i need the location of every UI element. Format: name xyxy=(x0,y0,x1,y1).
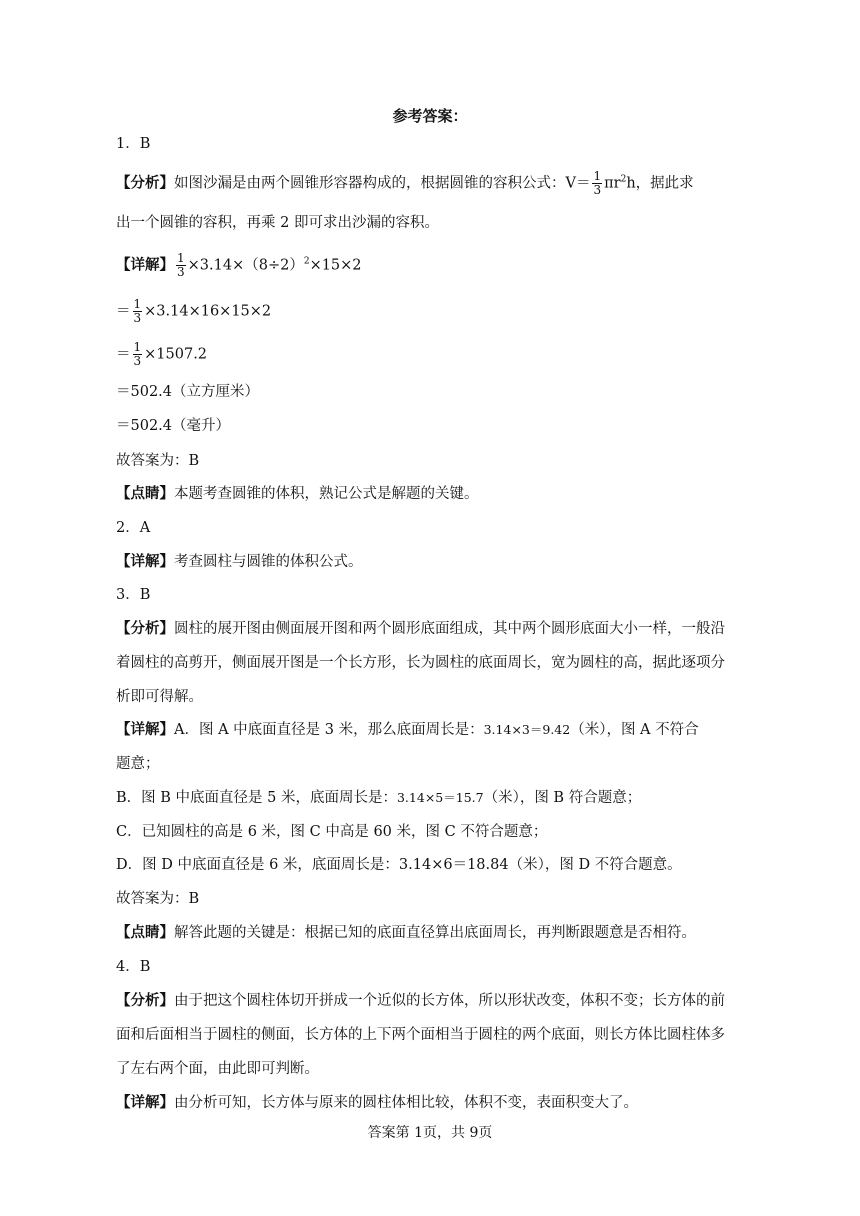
q3-comment-text: 解答此题的关键是：根据已知的底面直径算出底面周长，再判断跟题意是否相符。 xyxy=(174,925,696,941)
q3-comment-tag: 【点睛】 xyxy=(116,924,174,941)
q1-step3-text: ×1507.2 xyxy=(144,346,208,363)
q1-formula-denominator: 3 xyxy=(593,183,602,197)
q2-detail-text: 考查圆柱与圆锥的体积公式。 xyxy=(174,554,363,570)
q2-detail xyxy=(116,551,736,573)
q1-analysis-tag: 【分析】 xyxy=(116,174,174,192)
q3-comment xyxy=(116,922,736,944)
q3-detail-b-calc: 3.14×5＝15.7 xyxy=(396,790,484,805)
q3-analysis-tag: 【分析】 xyxy=(116,620,174,637)
q3-detail-b-tail: （米），图 B 符合题意； xyxy=(483,790,642,806)
q1-step3-fraction xyxy=(133,341,143,368)
q1-step1-text: ×3.14×（8÷2） xyxy=(187,257,304,274)
q4-analysis xyxy=(116,984,736,1086)
q1-comment-text: 本题考查圆锥的体积，熟记公式是解题的关键。 xyxy=(174,486,479,502)
q1-number: 1．B xyxy=(116,136,151,152)
q1-formula-fraction xyxy=(592,170,602,197)
q3-number: 3．B xyxy=(116,587,151,603)
q1-detail-step4: ＝502.4（立方厘米） xyxy=(116,384,260,400)
q1-answer: 故答案为：B xyxy=(116,453,200,469)
q1-step2-numerator: 1 xyxy=(133,297,142,311)
q1-detail-step3 xyxy=(116,340,736,368)
q1-step1-denominator: 3 xyxy=(177,265,185,279)
q1-detail-step2 xyxy=(116,297,736,325)
q3-detail-d: D．图 D 中底面直径是 6 米，底面周长是：3.14×6＝18.84（米），图 D 不符合题意。 xyxy=(116,857,682,873)
q3-detail-a-text: A．图 A 中底面直径是 3 米，那么底面周长是： xyxy=(174,722,484,738)
q1-formula-exponent: 2 xyxy=(620,174,627,185)
q2-number: 2．A xyxy=(116,520,151,536)
q3-analysis xyxy=(116,612,736,714)
q3-detail-tag: 【详解】 xyxy=(116,721,174,738)
q1-analysis-text-a: 如图沙漏是由两个圆锥形容器构成的，根据圆锥的容积公式：V＝ xyxy=(174,175,591,192)
q3-detail-c: C．已知圆柱的高是 6 米，图 C 中高是 60 米，图 C 不符合题意； xyxy=(116,824,548,840)
page-footer: 答案第 1页，共 9页 xyxy=(367,1125,493,1141)
q4-analysis-text: 由于把这个圆柱体切开拼成一个近似的长方体，所以形状改变，体积不变；长方体的前面和后面相当于圆柱的侧面，长方体的上下两个面相当于圆柱的两个底面，则长方体比圆柱体多了左右两个面，由此即可判断。 xyxy=(116,993,725,1077)
q1-detail-step5: ＝502.4（毫升） xyxy=(116,418,231,434)
q4-detail-text: 由分析可知，长方体与原来的圆柱体相比较，体积不变，表面积变大了。 xyxy=(174,1095,638,1111)
q1-step1-exponent: 2 xyxy=(303,256,310,267)
q1-step2-denominator: 3 xyxy=(133,311,142,325)
q1-step3-numerator: 1 xyxy=(133,340,142,354)
q3-detail-a xyxy=(116,719,736,741)
q1-step2-fraction xyxy=(133,298,143,325)
q1-formula-numerator: 1 xyxy=(593,169,602,183)
q3-detail-b xyxy=(116,787,736,809)
q1-analysis-line1 xyxy=(116,169,736,197)
q3-analysis-text: 圆柱的展开图由侧面展开图和两个圆形底面组成，其中两个圆形底面大小一样，一般沿着圆柱的高剪开，侧面展开图是一个长方形，长为圆柱的底面周长，宽为圆柱的高，据此逐项分析即可得解。 xyxy=(116,621,725,705)
q1-detail-tag: 【详解】 xyxy=(116,256,174,274)
q1-step3-denominator: 3 xyxy=(133,354,142,368)
q1-formula-pi: πr xyxy=(604,175,621,192)
q4-number: 4．B xyxy=(116,959,151,975)
q1-step2-equals: ＝ xyxy=(116,303,131,320)
q1-formula-h: h，据此求 xyxy=(626,175,694,192)
q2-detail-tag: 【详解】 xyxy=(116,553,174,570)
q1-step1-numerator: 1 xyxy=(177,251,185,265)
q4-analysis-tag: 【分析】 xyxy=(116,992,174,1009)
q1-step1-fraction xyxy=(176,252,186,279)
q1-comment-tag: 【点睛】 xyxy=(116,485,174,502)
q1-comment xyxy=(116,483,736,505)
q1-step1-tail: ×15×2 xyxy=(309,257,362,274)
q1-step2-text: ×3.14×16×15×2 xyxy=(144,303,272,320)
page-title: 参考答案： xyxy=(392,107,468,125)
q1-detail-step1 xyxy=(116,251,736,279)
q4-detail xyxy=(116,1092,736,1114)
q4-detail-tag: 【详解】 xyxy=(116,1094,174,1111)
q3-answer: 故答案为：B xyxy=(116,891,200,907)
q3-detail-a-calc: 3.14×3＝9.42 xyxy=(483,722,571,737)
q1-analysis-line2: 出一个圆锥的容积，再乘 2 即可求出沙漏的容积。 xyxy=(116,215,439,231)
q3-detail-b-text: B．图 B 中底面直径是 5 米，底面周长是： xyxy=(116,790,397,806)
q3-detail-a-tail: （米），图 A 不符合 xyxy=(570,722,699,738)
q3-detail-a-cont: 题意； xyxy=(116,756,160,772)
q1-step3-equals: ＝ xyxy=(116,346,131,363)
